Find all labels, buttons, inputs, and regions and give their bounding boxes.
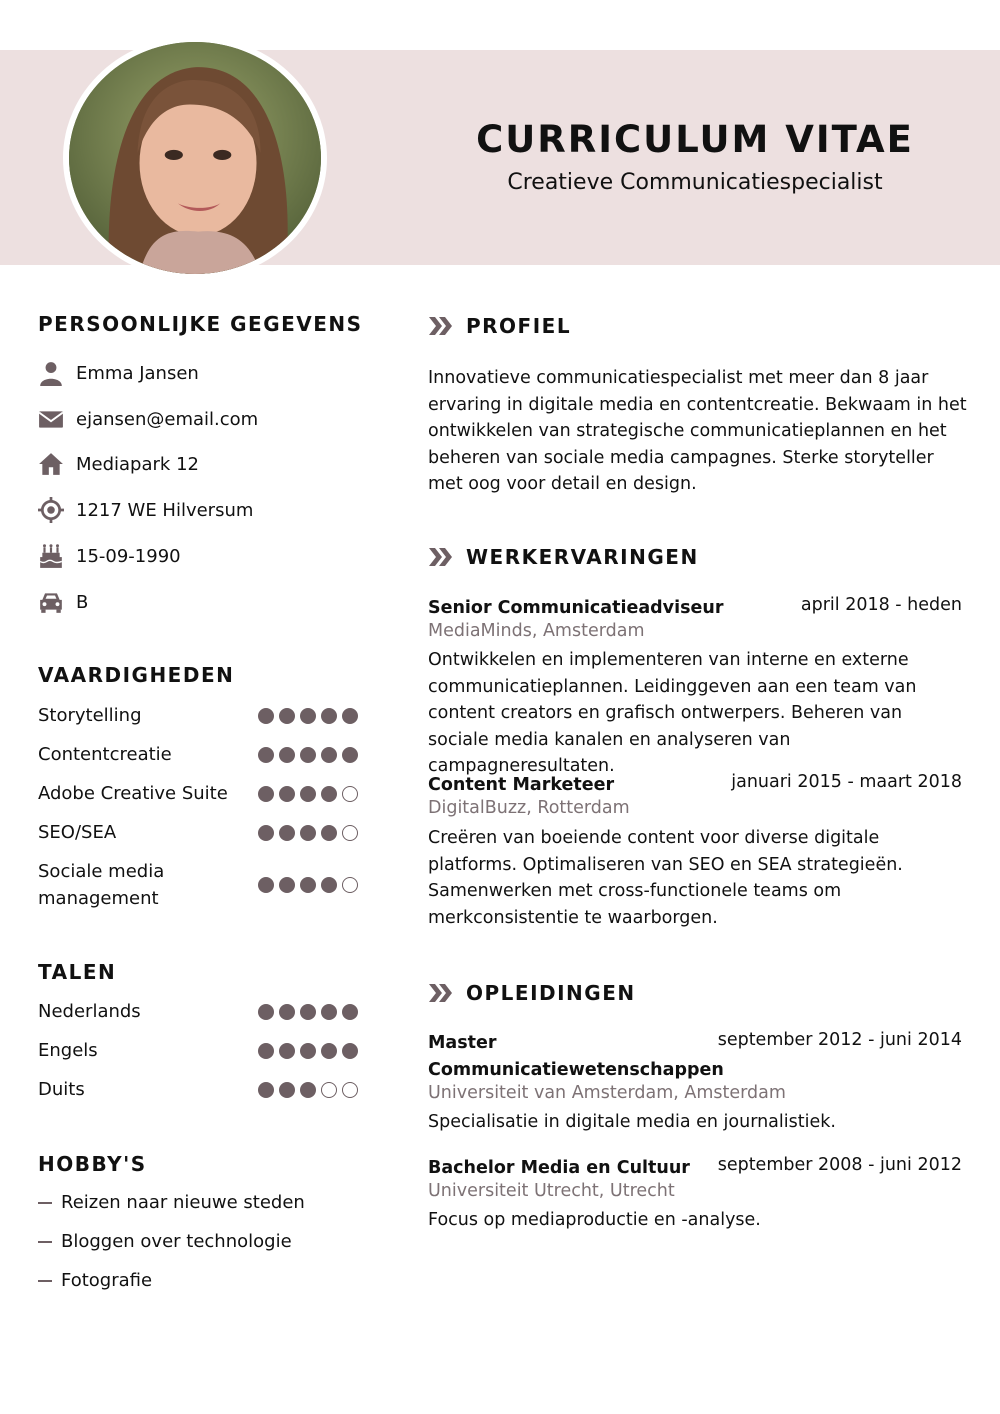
rating-dot-filled — [258, 1082, 274, 1098]
rating-dot-filled — [300, 747, 316, 763]
rating-dot-filled — [342, 1043, 358, 1059]
skill-row: Storytelling — [38, 702, 358, 729]
profile-heading: PROFIEL — [428, 314, 571, 338]
job-title: Senior Communicatieadviseur — [428, 598, 724, 618]
rating-dot-filled — [258, 1004, 274, 1020]
job-date: april 2018 - heden — [800, 595, 962, 615]
rating-dot-filled — [300, 1082, 316, 1098]
rating-dot-filled — [279, 708, 295, 724]
personal-item-city: 1217 WE Hilversum — [38, 495, 253, 525]
rating-dot-filled — [321, 825, 337, 841]
language-rating — [258, 1004, 358, 1020]
personal-item-name: Emma Jansen — [38, 358, 199, 388]
dash-icon — [38, 1280, 52, 1282]
envelope-icon — [38, 406, 64, 432]
rating-dot-empty — [321, 1082, 337, 1098]
rating-dot-filled — [321, 747, 337, 763]
rating-dot-filled — [300, 877, 316, 893]
personal-heading: PERSOONLIJKE GEGEVENS — [38, 312, 363, 336]
skill-row: SEO/SEA — [38, 819, 358, 846]
education-heading: OPLEIDINGEN — [428, 981, 636, 1005]
skill-rating — [258, 786, 358, 802]
rating-dot-empty — [342, 877, 358, 893]
profile-photo — [63, 36, 327, 280]
education-school: Universiteit Utrecht, Utrecht — [428, 1181, 675, 1201]
profile-text: Innovatieve communicatiespecialist met meer dan 8 jaar ervaring in digitale media en contentcreatie. Bekwaam in het ontwikkelen van strategische communicatieplannen en het beheren van sociale media campagnes. Sterke storyteller met oog voor detail en design. — [428, 368, 967, 494]
education-title: Bachelor Media en Cultuur — [428, 1158, 690, 1178]
page-subtitle: Creatieve Communicatiespecialist — [507, 170, 883, 195]
rating-dot-filled — [300, 825, 316, 841]
rating-dot-empty — [342, 1082, 358, 1098]
personal-item-birthdate: 15-09-1990 — [38, 541, 181, 571]
hobby-item: Fotografie — [38, 1270, 152, 1291]
rating-dot-filled — [258, 1043, 274, 1059]
education-title: Master Communicatiewetenschappen — [428, 1033, 724, 1080]
rating-dot-filled — [321, 1043, 337, 1059]
education-date: september 2008 - juni 2012 — [717, 1155, 962, 1175]
double-chevron-icon — [428, 546, 454, 568]
home-icon — [38, 451, 64, 477]
job-company: MediaMinds, Amsterdam — [428, 621, 645, 641]
hobby-item: Reizen naar nieuwe steden — [38, 1192, 305, 1213]
rating-dot-filled — [342, 1004, 358, 1020]
rating-dot-filled — [279, 825, 295, 841]
rating-dot-filled — [321, 708, 337, 724]
rating-dot-empty — [342, 786, 358, 802]
dash-icon — [38, 1202, 52, 1204]
personal-item-address: Mediapark 12 — [38, 449, 199, 479]
dash-icon — [38, 1241, 52, 1243]
rating-dot-filled — [321, 1004, 337, 1020]
skill-row: Sociale media management — [38, 858, 358, 912]
languages-heading: TALEN — [38, 960, 117, 984]
rating-dot-filled — [300, 1043, 316, 1059]
language-row: Nederlands — [38, 998, 358, 1025]
rating-dot-filled — [300, 1004, 316, 1020]
job-description: Creëren van boeiende content voor diverse digitale platforms. Optimaliseren van SEO en SEA strategieën. Samenwerken met cross-functionele teams om merkconsistentie te waarborgen. — [428, 828, 903, 928]
skill-rating — [258, 825, 358, 841]
skill-rating — [258, 877, 358, 893]
rating-dot-filled — [279, 877, 295, 893]
personal-item-email: ejansen@email.com — [38, 404, 258, 434]
personal-item-license: B — [38, 587, 88, 617]
rating-dot-filled — [342, 708, 358, 724]
rating-dot-filled — [258, 825, 274, 841]
job-description: Ontwikkelen en implementeren van interne en externe communicatieplannen. Leidinggeven aan een team van content creators en grafisch ontwerpers. Beheren van sociale media kanalen en analyseren van campagneresultaten. — [428, 650, 917, 776]
language-rating — [258, 1082, 358, 1098]
skill-row: Adobe Creative Suite — [38, 780, 358, 807]
rating-dot-filled — [279, 1004, 295, 1020]
skill-rating — [258, 747, 358, 763]
rating-dot-filled — [258, 708, 274, 724]
rating-dot-filled — [279, 1082, 295, 1098]
rating-dot-filled — [258, 877, 274, 893]
job-company: DigitalBuzz, Rotterdam — [428, 798, 630, 818]
page-title: CURRICULUM VITAE — [476, 118, 914, 161]
car-icon — [38, 589, 64, 615]
experience-heading: WERKERVARINGEN — [428, 545, 699, 569]
location-icon — [38, 497, 64, 523]
language-rating — [258, 1043, 358, 1059]
job-title: Content Marketeer — [428, 775, 615, 795]
rating-dot-filled — [321, 786, 337, 802]
skill-row: Contentcreatie — [38, 741, 358, 768]
portrait-image — [69, 42, 321, 274]
rating-dot-filled — [279, 1043, 295, 1059]
user-icon — [38, 360, 64, 386]
language-row: Engels — [38, 1037, 358, 1064]
rating-dot-filled — [279, 747, 295, 763]
rating-dot-filled — [279, 786, 295, 802]
rating-dot-filled — [258, 747, 274, 763]
double-chevron-icon — [428, 315, 454, 337]
education-date: september 2012 - juni 2014 — [717, 1030, 962, 1050]
birthday-cake-icon — [38, 543, 64, 569]
rating-dot-filled — [258, 786, 274, 802]
education-description: Focus op mediaproductie en -analyse. — [428, 1210, 761, 1230]
education-school: Universiteit van Amsterdam, Amsterdam — [428, 1083, 786, 1103]
rating-dot-filled — [321, 877, 337, 893]
education-description: Specialisatie in digitale media en journalistiek. — [428, 1112, 836, 1132]
rating-dot-filled — [300, 708, 316, 724]
skills-heading: VAARDIGHEDEN — [38, 663, 235, 687]
rating-dot-filled — [300, 786, 316, 802]
skill-rating — [258, 708, 358, 724]
hobby-item: Bloggen over technologie — [38, 1231, 292, 1252]
double-chevron-icon — [428, 982, 454, 1004]
rating-dot-empty — [342, 825, 358, 841]
language-row: Duits — [38, 1076, 358, 1103]
rating-dot-filled — [342, 747, 358, 763]
job-date: januari 2015 - maart 2018 — [731, 772, 962, 792]
hobbies-heading: HOBBY'S — [38, 1152, 147, 1176]
